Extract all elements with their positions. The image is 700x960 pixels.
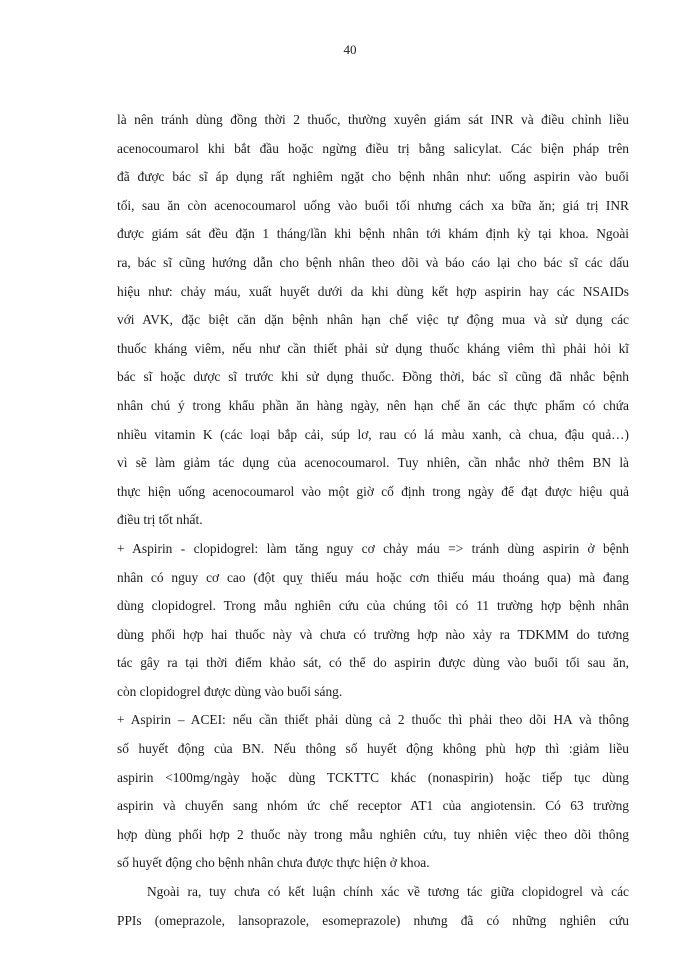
text-line: acenocoumarol khi bắt đầu hoặc ngừng điều trị bằng salicylat. Các biện pháp trên (117, 140, 629, 156)
text-line: còn clopidogrel được dùng vào buổi sáng. (117, 683, 343, 699)
text-line: + Aspirin – ACEI: nếu cần thiết phải dùng cả 2 thuốc thì phải theo dõi HA và thông (117, 712, 629, 728)
text-line: thực hiện uống acenocoumarol vào một giờ cố định trong ngày để đạt được hiệu quả (117, 483, 629, 499)
text-line: nhiều vitamin K (các loại bắp cải, súp lơ, rau có lá màu xanh, cà chua, đậu quả…) (117, 426, 629, 442)
text-line: số huyết động cho bệnh nhân chưa được thực hiện ở khoa. (117, 855, 430, 871)
text-line: điều trị tốt nhất. (117, 512, 203, 528)
text-line: là nên tránh dùng đồng thời 2 thuốc, thường xuyên giám sát INR và điều chỉnh liều (117, 112, 629, 127)
text-line: bác sĩ hoặc dược sĩ trước khi sử dụng thuốc. Đồng thời, bác sĩ cũng đã nhắc bệnh (117, 369, 629, 385)
body-text (117, 106, 629, 935)
text-line: nhân chú ý trong khẩu phần ăn hàng ngày, nên hạn chế ăn các thực phẩm có chứa (117, 397, 629, 413)
text-line: được giám sát đều đặn 1 tháng/lần khi bệnh nhân tới khám định kỳ tại khoa. Ngoài (117, 226, 629, 242)
text-line: tác gây ra tại thời điểm khảo sát, có thể do aspirin được dùng vào buổi tối sau ăn, (117, 655, 629, 671)
page-number: 40 (343, 42, 357, 57)
text-line: nhân có nguy cơ cao (đột quỵ thiếu máu hoặc cơn thiếu máu thoáng qua) mà đang (117, 569, 629, 585)
text-line: đã được bác sĩ áp dụng rất nghiêm ngặt cho bệnh nhân như: uống aspirin vào buổi (117, 169, 629, 185)
text-line: số huyết động của BN. Nếu thông số huyết động không phù hợp thì :giảm liều (117, 741, 629, 757)
text-line: hiệu như: chảy máu, xuất huyết dưới da khi dùng kết hợp aspirin hay các NSAIDs (117, 283, 629, 299)
text-line: tối, sau ăn còn acenocoumarol uống vào buổi tối nhưng cách xa bữa ăn; giá trị INR (117, 197, 629, 213)
text-line: aspirin và chuyển sang nhóm ức chế receptor AT1 của angiotensin. Có 63 trường (117, 798, 629, 814)
text-line: hợp dùng phối hợp 2 thuốc này trong mẫu nghiên cứu, tuy nhiên việc theo dõi thông (117, 826, 629, 842)
text-line: thuốc kháng viêm, nếu như cần thiết phải sử dụng thuốc kháng viêm thì phải hỏi kĩ (117, 340, 629, 356)
text-line: ra, bác sĩ cũng hướng dẫn cho bệnh nhân theo dõi và báo cáo lại cho bác sĩ các dấu (117, 254, 629, 270)
text-line: Ngoài ra, tuy chưa có kết luận chính xác về tương tác giữa clopidogrel và các (147, 884, 629, 900)
text-line: PPIs (omeprazole, lansoprazole, esomeprazole) nhưng đã có những nghiên cứu (117, 912, 629, 928)
text-line: dùng phối hợp hai thuốc này và chưa có trường hợp nào xảy ra TDKMM do tương (117, 626, 629, 642)
text-line: aspirin <100mg/ngày hoặc dùng TCKTTC khác (nonaspirin) hoặc tiếp tục dùng (117, 769, 629, 785)
text-line: dùng clopidogrel. Trong mẫu nghiên cứu của chúng tôi có 11 trường hợp bệnh nhân (117, 598, 629, 614)
text-line: + Aspirin - clopidogrel: làm tăng nguy cơ chảy máu => tránh dùng aspirin ở bệnh (117, 540, 629, 556)
text-line: với AVK, đặc biệt căn dặn bệnh nhân hạn chế việc tự động mua và sử dụng các (117, 312, 629, 328)
text-line: vì sẽ làm giảm tác dụng của acenocoumarol. Tuy nhiên, cần nhắc nhở thêm BN là (117, 455, 629, 471)
